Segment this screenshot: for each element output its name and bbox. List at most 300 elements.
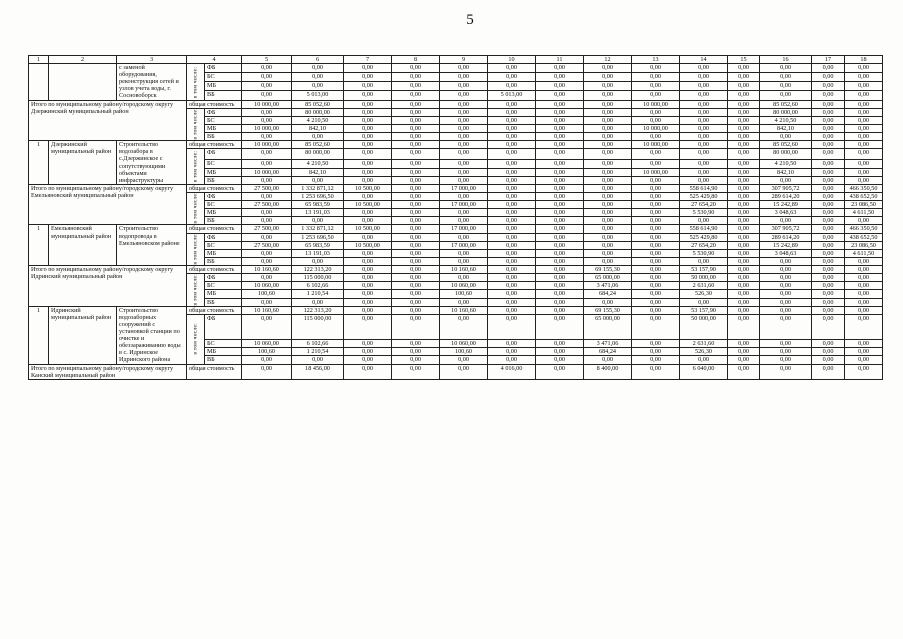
value-cell: 0,00 — [760, 356, 812, 364]
value-cell: 0,00 — [488, 64, 536, 73]
value-cell: 0,00 — [292, 257, 344, 265]
value-cell: 0,00 — [488, 348, 536, 356]
value-cell: 0,00 — [632, 314, 680, 339]
value-cell: 0,00 — [845, 217, 883, 225]
fund-label: ВБ — [205, 91, 242, 100]
value-cell: 2 631,60 — [680, 340, 728, 348]
value-cell: 0,00 — [760, 176, 812, 184]
value-cell: 0,00 — [536, 124, 584, 132]
value-cell: 0,00 — [812, 266, 845, 274]
value-cell: 0,00 — [440, 356, 488, 364]
value-cell: 0,00 — [632, 133, 680, 141]
value-cell: 0,00 — [632, 257, 680, 265]
num-cell: 1 — [29, 225, 49, 266]
value-cell: 0,00 — [632, 306, 680, 314]
value-cell: 0,00 — [760, 82, 812, 91]
value-cell: 0,00 — [812, 356, 845, 364]
value-cell: 0,00 — [812, 160, 845, 168]
value-cell: 0,00 — [812, 108, 845, 116]
value-cell: 0,00 — [392, 124, 440, 132]
num-cell: 1 — [29, 141, 49, 185]
value-cell: 80 000,00 — [292, 149, 344, 160]
value-cell: 0,00 — [488, 257, 536, 265]
value-cell: 0,00 — [584, 298, 632, 306]
value-cell: 0,00 — [392, 257, 440, 265]
value-cell: 0,00 — [344, 266, 392, 274]
value-cell: 115 000,00 — [292, 314, 344, 339]
value-cell: 0,00 — [292, 64, 344, 73]
value-cell: 0,00 — [760, 348, 812, 356]
value-cell: 0,00 — [632, 364, 680, 379]
value-cell: 0,00 — [440, 298, 488, 306]
value-cell: 0,00 — [584, 100, 632, 108]
value-cell: 0,00 — [488, 176, 536, 184]
value-cell: 0,00 — [584, 184, 632, 192]
value-cell: 0,00 — [812, 233, 845, 241]
value-cell: 0,00 — [344, 249, 392, 257]
value-cell: 0,00 — [845, 306, 883, 314]
value-cell: 842,10 — [760, 124, 812, 132]
value-cell: 0,00 — [845, 176, 883, 184]
value-cell: 0,00 — [344, 217, 392, 225]
district-total-row — [29, 266, 883, 274]
value-cell: 0,00 — [344, 314, 392, 339]
value-cell: 0,00 — [812, 133, 845, 141]
value-cell: 6 040,00 — [680, 364, 728, 379]
value-cell: 10 000,00 — [242, 168, 292, 176]
value-cell: 0,00 — [242, 149, 292, 160]
header-cell: 10 — [488, 56, 536, 64]
value-cell: 0,00 — [344, 233, 392, 241]
in-that-label: в том числе: — [187, 108, 205, 141]
fund-label: ФБ — [205, 233, 242, 241]
value-cell: 0,00 — [728, 201, 760, 209]
value-cell: 0,00 — [488, 282, 536, 290]
total-cost-label: общая стоимость — [187, 184, 242, 192]
value-cell: 0,00 — [536, 160, 584, 168]
value-cell: 0,00 — [812, 201, 845, 209]
value-cell: 0,00 — [812, 249, 845, 257]
value-cell: 0,00 — [344, 298, 392, 306]
value-cell: 0,00 — [845, 133, 883, 141]
value-cell: 0,00 — [680, 100, 728, 108]
value-cell: 0,00 — [242, 108, 292, 116]
value-cell: 0,00 — [344, 290, 392, 298]
value-cell: 0,00 — [392, 225, 440, 233]
fund-label: БС — [205, 160, 242, 168]
value-cell: 0,00 — [344, 176, 392, 184]
value-cell: 0,00 — [536, 241, 584, 249]
value-cell: 0,00 — [536, 364, 584, 379]
value-cell: 0,00 — [488, 290, 536, 298]
value-cell: 80 000,00 — [760, 149, 812, 160]
value-cell: 0,00 — [536, 209, 584, 217]
value-cell: 0,00 — [728, 356, 760, 364]
value-cell: 0,00 — [845, 149, 883, 160]
value-cell: 842,10 — [760, 168, 812, 176]
value-cell: 0,00 — [812, 73, 845, 82]
value-cell: 0,00 — [632, 249, 680, 257]
value-cell: 0,00 — [760, 298, 812, 306]
value-cell: 0,00 — [536, 225, 584, 233]
value-cell: 0,00 — [242, 176, 292, 184]
fund-label: ФБ — [205, 274, 242, 282]
value-cell: 307 905,72 — [760, 225, 812, 233]
value-cell: 0,00 — [845, 100, 883, 108]
value-cell: 0,00 — [584, 257, 632, 265]
value-cell: 0,00 — [680, 257, 728, 265]
value-cell: 0,00 — [488, 306, 536, 314]
value-cell: 0,00 — [728, 160, 760, 168]
value-cell: 10 160,60 — [440, 266, 488, 274]
value-cell: 0,00 — [812, 298, 845, 306]
value-cell: 0,00 — [440, 91, 488, 100]
value-cell: 0,00 — [440, 274, 488, 282]
value-cell: 0,00 — [242, 364, 292, 379]
value-cell: 65 983,59 — [292, 241, 344, 249]
value-cell: 0,00 — [392, 82, 440, 91]
value-cell: 0,00 — [536, 176, 584, 184]
value-cell: 0,00 — [440, 257, 488, 265]
value-cell: 0,00 — [440, 141, 488, 149]
total-cost-label: общая стоимость — [187, 225, 242, 233]
value-cell: 1 253 696,50 — [292, 192, 344, 200]
value-cell: 0,00 — [344, 133, 392, 141]
value-cell: 0,00 — [392, 266, 440, 274]
value-cell: 0,00 — [584, 249, 632, 257]
value-cell: 0,00 — [392, 340, 440, 348]
value-cell: 0,00 — [845, 108, 883, 116]
value-cell: 0,00 — [488, 217, 536, 225]
value-cell: 0,00 — [536, 314, 584, 339]
value-cell: 0,00 — [488, 108, 536, 116]
value-cell: 50 000,00 — [680, 314, 728, 339]
value-cell: 842,10 — [292, 168, 344, 176]
fund-label: МБ — [205, 249, 242, 257]
value-cell: 3 048,63 — [760, 249, 812, 257]
value-cell: 0,00 — [242, 257, 292, 265]
value-cell: 0,00 — [536, 100, 584, 108]
value-cell: 100,60 — [440, 348, 488, 356]
value-cell: 0,00 — [344, 64, 392, 73]
total-cost-label: общая стоимость — [187, 364, 242, 379]
value-cell: 0,00 — [632, 274, 680, 282]
value-cell: 0,00 — [812, 282, 845, 290]
value-cell: 0,00 — [242, 298, 292, 306]
value-cell: 0,00 — [760, 91, 812, 100]
value-cell: 27 500,00 — [242, 201, 292, 209]
value-cell: 0,00 — [536, 266, 584, 274]
value-cell: 0,00 — [536, 116, 584, 124]
header-cell: 18 — [845, 56, 883, 64]
value-cell: 65 000,00 — [584, 314, 632, 339]
value-cell: 0,00 — [488, 266, 536, 274]
fund-label: МБ — [205, 209, 242, 217]
value-cell: 27 654,20 — [680, 201, 728, 209]
value-cell: 0,00 — [392, 116, 440, 124]
fund-label: БС — [205, 73, 242, 82]
value-cell: 0,00 — [680, 124, 728, 132]
value-cell: 0,00 — [440, 217, 488, 225]
value-cell: 0,00 — [584, 356, 632, 364]
header-cell: 3 — [117, 56, 187, 64]
value-cell: 525 429,80 — [680, 192, 728, 200]
fund-label: БС — [205, 241, 242, 249]
fund-label: ФБ — [205, 314, 242, 339]
value-cell: 525 429,80 — [680, 233, 728, 241]
value-cell: 15 242,89 — [760, 201, 812, 209]
value-cell: 0,00 — [812, 184, 845, 192]
value-cell: 0,00 — [760, 282, 812, 290]
value-cell: 0,00 — [760, 314, 812, 339]
value-cell: 558 614,90 — [680, 225, 728, 233]
value-cell: 0,00 — [812, 192, 845, 200]
value-cell: 0,00 — [632, 201, 680, 209]
value-cell: 0,00 — [536, 82, 584, 91]
value-cell: 0,00 — [392, 348, 440, 356]
fund-label: БС — [205, 201, 242, 209]
value-cell: 0,00 — [344, 282, 392, 290]
value-cell: 27 654,20 — [680, 241, 728, 249]
fund-label: ВБ — [205, 176, 242, 184]
value-cell: 0,00 — [392, 73, 440, 82]
value-cell: 0,00 — [845, 82, 883, 91]
value-cell: 0,00 — [584, 108, 632, 116]
value-cell: 0,00 — [584, 201, 632, 209]
total-cost-label: общая стоимость — [187, 141, 242, 149]
value-cell: 0,00 — [242, 274, 292, 282]
value-cell: 0,00 — [440, 314, 488, 339]
value-cell: 0,00 — [344, 340, 392, 348]
value-cell: 0,00 — [440, 124, 488, 132]
value-cell: 0,00 — [488, 314, 536, 339]
value-cell: 526,30 — [680, 290, 728, 298]
value-cell: 0,00 — [680, 116, 728, 124]
total-cost-label: общая стоимость — [187, 266, 242, 274]
value-cell: 0,00 — [728, 133, 760, 141]
value-cell: 0,00 — [728, 249, 760, 257]
value-cell: 1 332 871,12 — [292, 225, 344, 233]
value-cell: 1 210,54 — [292, 290, 344, 298]
value-cell: 80 000,00 — [292, 108, 344, 116]
value-cell: 0,00 — [392, 160, 440, 168]
header-cell: 14 — [680, 56, 728, 64]
value-cell: 1 210,54 — [292, 348, 344, 356]
value-cell: 0,00 — [728, 241, 760, 249]
value-cell: 4 210,50 — [292, 160, 344, 168]
value-cell: 0,00 — [728, 149, 760, 160]
fund-label: МБ — [205, 82, 242, 91]
value-cell: 0,00 — [812, 64, 845, 73]
value-cell: 0,00 — [536, 257, 584, 265]
value-cell: 0,00 — [584, 91, 632, 100]
value-cell: 0,00 — [242, 192, 292, 200]
value-cell: 0,00 — [488, 184, 536, 192]
value-cell: 0,00 — [440, 100, 488, 108]
fund-label: ВБ — [205, 257, 242, 265]
value-cell: 0,00 — [845, 364, 883, 379]
value-cell: 0,00 — [584, 233, 632, 241]
value-cell: 100,60 — [242, 348, 292, 356]
value-cell: 0,00 — [344, 124, 392, 132]
value-cell: 85 052,60 — [760, 141, 812, 149]
value-cell: 0,00 — [812, 364, 845, 379]
header-cell: 6 — [292, 56, 344, 64]
value-cell: 0,00 — [812, 116, 845, 124]
value-cell: 0,00 — [344, 100, 392, 108]
in-that-label: в том числе: — [187, 149, 205, 184]
value-cell: 3 471,06 — [584, 340, 632, 348]
fund-label: ВБ — [205, 133, 242, 141]
fund-label: МБ — [205, 124, 242, 132]
value-cell: 10 000,00 — [632, 141, 680, 149]
description-cell: Строительство водозабора в с.Дзержинское с сопутствующими объектами инфраструктуры — [117, 141, 187, 185]
value-cell: 0,00 — [536, 290, 584, 298]
header-cell: 2 — [49, 56, 117, 64]
value-cell: 0,00 — [584, 160, 632, 168]
value-cell: 0,00 — [728, 225, 760, 233]
value-cell: 0,00 — [812, 124, 845, 132]
value-cell: 0,00 — [845, 168, 883, 176]
fund-label: ВБ — [205, 356, 242, 364]
district-total-label: Итого по муниципальному району/городскому округу Емельяновский муниципальный район — [29, 184, 187, 225]
value-cell: 0,00 — [392, 274, 440, 282]
value-cell: 0,00 — [680, 149, 728, 160]
value-cell: 0,00 — [584, 241, 632, 249]
header-cell: 9 — [440, 56, 488, 64]
value-cell: 0,00 — [845, 116, 883, 124]
in-that-label: в том числе: — [187, 274, 205, 307]
value-cell: 0,00 — [488, 233, 536, 241]
value-cell: 5 013,00 — [292, 91, 344, 100]
value-cell: 15 242,89 — [760, 241, 812, 249]
value-cell: 0,00 — [536, 133, 584, 141]
value-cell: 0,00 — [680, 176, 728, 184]
value-cell: 0,00 — [536, 348, 584, 356]
value-cell: 0,00 — [728, 141, 760, 149]
value-cell: 0,00 — [488, 100, 536, 108]
value-cell: 0,00 — [632, 116, 680, 124]
value-cell: 0,00 — [440, 249, 488, 257]
value-cell: 4 210,50 — [760, 160, 812, 168]
value-cell: 0,00 — [728, 176, 760, 184]
value-cell: 122 313,20 — [292, 266, 344, 274]
value-cell: 466 350,50 — [845, 184, 883, 192]
value-cell: 0,00 — [728, 340, 760, 348]
value-cell: 0,00 — [632, 340, 680, 348]
value-cell: 65 000,00 — [584, 274, 632, 282]
value-cell: 80 000,00 — [760, 108, 812, 116]
value-cell: 10 160,60 — [440, 306, 488, 314]
value-cell: 0,00 — [488, 168, 536, 176]
value-cell: 0,00 — [680, 168, 728, 176]
value-cell: 18 456,00 — [292, 364, 344, 379]
value-cell: 27 500,00 — [242, 184, 292, 192]
header-cell: 1 — [29, 56, 49, 64]
value-cell: 0,00 — [680, 108, 728, 116]
value-cell: 0,00 — [845, 274, 883, 282]
value-cell: 0,00 — [760, 73, 812, 82]
value-cell: 100,60 — [440, 290, 488, 298]
value-cell: 10 000,00 — [242, 141, 292, 149]
in-that-label: в том числе: — [187, 64, 205, 100]
fund-label: ФБ — [205, 64, 242, 73]
value-cell: 0,00 — [632, 209, 680, 217]
value-cell: 0,00 — [536, 108, 584, 116]
value-cell: 0,00 — [632, 82, 680, 91]
value-cell: 0,00 — [344, 209, 392, 217]
value-cell: 0,00 — [488, 82, 536, 91]
total-cost-label: общая стоимость — [187, 306, 242, 314]
value-cell: 0,00 — [536, 298, 584, 306]
in-that-label: в том числе: — [187, 192, 205, 225]
value-cell: 2 631,60 — [680, 282, 728, 290]
value-cell: 0,00 — [292, 217, 344, 225]
value-cell: 0,00 — [242, 82, 292, 91]
value-cell: 0,00 — [440, 209, 488, 217]
value-cell: 0,00 — [392, 233, 440, 241]
value-cell: 0,00 — [488, 340, 536, 348]
value-cell: 289 614,20 — [760, 233, 812, 241]
value-cell: 0,00 — [584, 217, 632, 225]
value-cell: 10 060,00 — [440, 282, 488, 290]
value-cell: 0,00 — [536, 274, 584, 282]
fund-label: ФБ — [205, 192, 242, 200]
value-cell: 0,00 — [392, 192, 440, 200]
value-cell: 4 210,50 — [760, 116, 812, 124]
value-cell: 0,00 — [392, 314, 440, 339]
value-cell: 0,00 — [728, 116, 760, 124]
header-row — [29, 56, 883, 64]
value-cell: 0,00 — [812, 217, 845, 225]
value-cell: 0,00 — [760, 306, 812, 314]
value-cell: 0,00 — [632, 225, 680, 233]
value-cell: 10 500,00 — [344, 201, 392, 209]
value-cell: 0,00 — [812, 141, 845, 149]
in-that-label: в том числе: — [187, 233, 205, 266]
value-cell: 0,00 — [488, 356, 536, 364]
value-cell: 0,00 — [845, 124, 883, 132]
value-cell: 0,00 — [584, 225, 632, 233]
value-cell: 3 048,63 — [760, 209, 812, 217]
value-cell: 0,00 — [728, 364, 760, 379]
value-cell: 0,00 — [812, 290, 845, 298]
value-cell: 53 157,90 — [680, 266, 728, 274]
total-cost-label: общая стоимость — [187, 100, 242, 108]
fund-label: БС — [205, 282, 242, 290]
value-cell: 0,00 — [488, 133, 536, 141]
value-cell: 0,00 — [392, 64, 440, 73]
value-cell: 0,00 — [680, 82, 728, 91]
value-cell: 0,00 — [812, 257, 845, 265]
header-cell: 4 — [187, 56, 242, 64]
value-cell: 0,00 — [812, 306, 845, 314]
value-cell: 122 313,20 — [292, 306, 344, 314]
value-cell: 0,00 — [584, 82, 632, 91]
value-cell: 0,00 — [440, 149, 488, 160]
value-cell: 23 086,50 — [845, 201, 883, 209]
value-cell: 0,00 — [632, 184, 680, 192]
header-cell: 17 — [812, 56, 845, 64]
fund-label: ФБ — [205, 149, 242, 160]
value-cell: 0,00 — [845, 141, 883, 149]
value-cell: 0,00 — [632, 149, 680, 160]
value-cell: 0,00 — [392, 290, 440, 298]
value-cell: 0,00 — [584, 116, 632, 124]
value-cell: 4 611,50 — [845, 209, 883, 217]
value-cell: 0,00 — [536, 249, 584, 257]
value-cell: 0,00 — [632, 64, 680, 73]
